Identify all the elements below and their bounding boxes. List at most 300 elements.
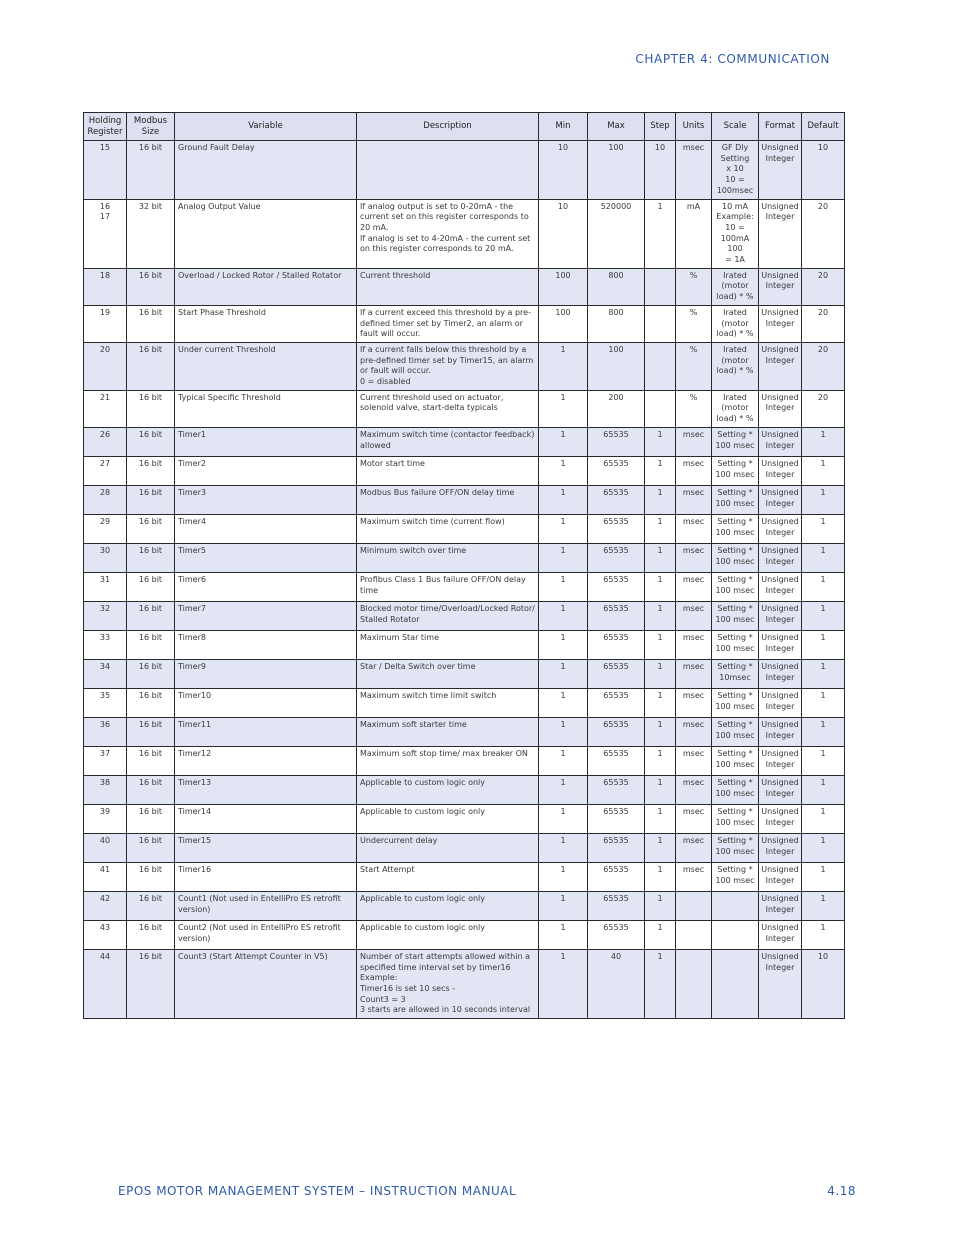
cell-format: Unsigned Integer (759, 804, 802, 833)
manual-title: EPOS MOTOR MANAGEMENT SYSTEM – INSTRUCTION MANUAL (118, 1184, 517, 1198)
cell-holding-register: 35 (84, 688, 127, 717)
page-number: 4.18 (827, 1184, 856, 1198)
cell-variable: Timer10 (175, 688, 357, 717)
cell-holding-register: 21 (84, 390, 127, 427)
cell-step: 1 (645, 688, 676, 717)
cell-modbus-size: 16 bit (127, 456, 175, 485)
cell-min: 1 (539, 659, 588, 688)
cell-format: Unsigned Integer (759, 514, 802, 543)
cell-format: Unsigned Integer (759, 949, 802, 1018)
cell-modbus-size: 16 bit (127, 920, 175, 949)
cell-default: 1 (802, 456, 845, 485)
cell-format: Unsigned Integer (759, 920, 802, 949)
cell-units: msec (676, 572, 712, 601)
cell-scale: Setting * 100 msec (712, 775, 759, 804)
cell-scale: Irated (motor load) * % (712, 305, 759, 342)
table-row (84, 427, 845, 456)
cell-format: Unsigned Integer (759, 891, 802, 920)
cell-modbus-size: 16 bit (127, 601, 175, 630)
cell-min: 1 (539, 949, 588, 1018)
cell-modbus-size: 16 bit (127, 485, 175, 514)
cell-step: 1 (645, 659, 676, 688)
cell-variable: Timer16 (175, 862, 357, 891)
cell-format: Unsigned Integer (759, 630, 802, 659)
cell-min: 100 (539, 268, 588, 305)
cell-variable: Count2 (Not used in EntelliPro ES retrofit version) (175, 920, 357, 949)
cell-holding-register: 34 (84, 659, 127, 688)
table-row (84, 305, 845, 342)
cell-max: 800 (588, 268, 645, 305)
cell-holding-register: 39 (84, 804, 127, 833)
cell-variable: Timer12 (175, 746, 357, 775)
cell-step: 1 (645, 949, 676, 1018)
cell-format: Unsigned Integer (759, 390, 802, 427)
cell-description: Current threshold (357, 268, 539, 305)
cell-holding-register: 18 (84, 268, 127, 305)
cell-default: 20 (802, 199, 845, 268)
cell-modbus-size: 16 bit (127, 862, 175, 891)
cell-scale: Setting * 100 msec (712, 862, 759, 891)
cell-holding-register: 33 (84, 630, 127, 659)
cell-modbus-size: 16 bit (127, 427, 175, 456)
cell-units (676, 949, 712, 1018)
cell-max: 65535 (588, 833, 645, 862)
cell-default: 1 (802, 717, 845, 746)
cell-step: 1 (645, 485, 676, 514)
cell-max: 65535 (588, 630, 645, 659)
cell-default: 1 (802, 427, 845, 456)
header-holding-register: Holding Register (84, 113, 127, 141)
cell-max: 520000 (588, 199, 645, 268)
cell-default: 10 (802, 949, 845, 1018)
cell-default: 1 (802, 630, 845, 659)
cell-holding-register: 36 (84, 717, 127, 746)
cell-format: Unsigned Integer (759, 456, 802, 485)
cell-max: 65535 (588, 601, 645, 630)
cell-holding-register: 29 (84, 514, 127, 543)
cell-units: msec (676, 717, 712, 746)
cell-scale: Setting * 100 msec (712, 543, 759, 572)
header-step: Step (645, 113, 676, 141)
cell-format: Unsigned Integer (759, 342, 802, 390)
cell-units: msec (676, 543, 712, 572)
cell-description: If a current exceed this threshold by a pre-defined timer set by Timer2, an alarm or fault will occur. (357, 305, 539, 342)
cell-scale: Setting * 100 msec (712, 717, 759, 746)
cell-format: Unsigned Integer (759, 427, 802, 456)
cell-step: 1 (645, 804, 676, 833)
cell-default: 1 (802, 485, 845, 514)
cell-variable: Analog Output Value (175, 199, 357, 268)
cell-holding-register: 30 (84, 543, 127, 572)
cell-min: 1 (539, 891, 588, 920)
table-body (84, 141, 845, 1019)
cell-description: Current threshold used on actuator, solenoid valve, start-delta typicals (357, 390, 539, 427)
cell-modbus-size: 16 bit (127, 775, 175, 804)
cell-default: 1 (802, 601, 845, 630)
cell-modbus-size: 16 bit (127, 688, 175, 717)
cell-scale: Setting * 100 msec (712, 746, 759, 775)
cell-variable: Timer7 (175, 601, 357, 630)
table-row (84, 572, 845, 601)
cell-min: 1 (539, 804, 588, 833)
cell-step (645, 268, 676, 305)
cell-variable: Timer11 (175, 717, 357, 746)
cell-min: 1 (539, 862, 588, 891)
cell-max: 65535 (588, 804, 645, 833)
table-row (84, 630, 845, 659)
cell-max: 65535 (588, 891, 645, 920)
cell-min: 1 (539, 514, 588, 543)
cell-variable: Timer14 (175, 804, 357, 833)
cell-format: Unsigned Integer (759, 717, 802, 746)
cell-description: If analog output is set to 0-20mA - the current set on this register corresponds to 20 mA. If analog is set to 4-20mA - the current set on this register corresponds to 20 mA. (357, 199, 539, 268)
cell-variable: Count1 (Not used in EntelliPro ES retrofit version) (175, 891, 357, 920)
cell-min: 1 (539, 485, 588, 514)
cell-min: 1 (539, 920, 588, 949)
cell-format: Unsigned Integer (759, 268, 802, 305)
cell-max: 40 (588, 949, 645, 1018)
cell-step: 1 (645, 427, 676, 456)
cell-default: 1 (802, 804, 845, 833)
cell-description: Applicable to custom logic only (357, 775, 539, 804)
table-row (84, 659, 845, 688)
cell-units: msec (676, 427, 712, 456)
cell-max: 100 (588, 141, 645, 200)
cell-description: Profibus Class 1 Bus failure OFF/ON delay time (357, 572, 539, 601)
cell-format: Unsigned Integer (759, 485, 802, 514)
cell-scale: Setting * 100 msec (712, 456, 759, 485)
modbus-register-table (83, 112, 845, 1019)
cell-description: Maximum soft starter time (357, 717, 539, 746)
cell-units: mA (676, 199, 712, 268)
cell-variable: Timer13 (175, 775, 357, 804)
cell-holding-register: 41 (84, 862, 127, 891)
cell-scale: Setting * 100 msec (712, 804, 759, 833)
cell-modbus-size: 16 bit (127, 833, 175, 862)
table-row (84, 199, 845, 268)
cell-step: 1 (645, 601, 676, 630)
cell-max: 65535 (588, 485, 645, 514)
cell-description: Applicable to custom logic only (357, 804, 539, 833)
cell-units: msec (676, 775, 712, 804)
cell-units: msec (676, 485, 712, 514)
cell-min: 1 (539, 427, 588, 456)
cell-min: 1 (539, 572, 588, 601)
cell-step: 1 (645, 775, 676, 804)
cell-variable: Start Phase Threshold (175, 305, 357, 342)
cell-holding-register: 27 (84, 456, 127, 485)
cell-description: Undercurrent delay (357, 833, 539, 862)
cell-description: Maximum soft stop time/ max breaker ON (357, 746, 539, 775)
cell-holding-register: 37 (84, 746, 127, 775)
cell-holding-register: 40 (84, 833, 127, 862)
header-description: Description (357, 113, 539, 141)
header-max: Max (588, 113, 645, 141)
cell-holding-register: 42 (84, 891, 127, 920)
cell-format: Unsigned Integer (759, 688, 802, 717)
cell-scale (712, 949, 759, 1018)
cell-units: % (676, 342, 712, 390)
cell-scale: Setting * 100 msec (712, 630, 759, 659)
cell-modbus-size: 16 bit (127, 390, 175, 427)
table-row (84, 717, 845, 746)
cell-scale: Setting * 100 msec (712, 572, 759, 601)
cell-min: 10 (539, 141, 588, 200)
cell-variable: Ground Fault Delay (175, 141, 357, 200)
header-min: Min (539, 113, 588, 141)
cell-max: 65535 (588, 717, 645, 746)
cell-holding-register: 32 (84, 601, 127, 630)
cell-min: 1 (539, 342, 588, 390)
cell-min: 1 (539, 775, 588, 804)
cell-modbus-size: 16 bit (127, 141, 175, 200)
cell-default: 10 (802, 141, 845, 200)
cell-step: 1 (645, 862, 676, 891)
cell-step: 1 (645, 746, 676, 775)
cell-default: 1 (802, 659, 845, 688)
table-row (84, 268, 845, 305)
cell-format: Unsigned Integer (759, 572, 802, 601)
cell-step: 1 (645, 630, 676, 659)
cell-variable: Timer1 (175, 427, 357, 456)
cell-scale (712, 891, 759, 920)
cell-holding-register: 16 17 (84, 199, 127, 268)
cell-modbus-size: 16 bit (127, 342, 175, 390)
cell-default: 1 (802, 572, 845, 601)
cell-default: 20 (802, 390, 845, 427)
table-row (84, 601, 845, 630)
cell-step: 1 (645, 717, 676, 746)
cell-description: Applicable to custom logic only (357, 920, 539, 949)
cell-format: Unsigned Integer (759, 775, 802, 804)
cell-default: 1 (802, 862, 845, 891)
cell-description: Modbus Bus failure OFF/ON delay time (357, 485, 539, 514)
cell-variable: Timer6 (175, 572, 357, 601)
cell-step: 1 (645, 456, 676, 485)
cell-description: Maximum switch time (current flow) (357, 514, 539, 543)
cell-step: 1 (645, 833, 676, 862)
cell-step (645, 390, 676, 427)
cell-units: msec (676, 688, 712, 717)
table-row (84, 862, 845, 891)
cell-modbus-size: 16 bit (127, 746, 175, 775)
table-row (84, 804, 845, 833)
cell-step: 1 (645, 543, 676, 572)
cell-max: 200 (588, 390, 645, 427)
cell-units: msec (676, 659, 712, 688)
cell-description: Applicable to custom logic only (357, 891, 539, 920)
cell-max: 65535 (588, 659, 645, 688)
header-default: Default (802, 113, 845, 141)
cell-variable: Typical Specific Threshold (175, 390, 357, 427)
cell-scale: Irated (motor load) * % (712, 390, 759, 427)
header-units: Units (676, 113, 712, 141)
cell-min: 100 (539, 305, 588, 342)
cell-default: 20 (802, 305, 845, 342)
cell-max: 65535 (588, 427, 645, 456)
cell-default: 1 (802, 891, 845, 920)
cell-step: 1 (645, 514, 676, 543)
cell-modbus-size: 16 bit (127, 268, 175, 305)
cell-description (357, 141, 539, 200)
cell-min: 1 (539, 688, 588, 717)
cell-step: 10 (645, 141, 676, 200)
header-scale: Scale (712, 113, 759, 141)
cell-format: Unsigned Integer (759, 659, 802, 688)
cell-modbus-size: 32 bit (127, 199, 175, 268)
cell-default: 1 (802, 688, 845, 717)
cell-scale: Irated (motor load) * % (712, 342, 759, 390)
cell-description: Start Attempt (357, 862, 539, 891)
cell-variable: Under current Threshold (175, 342, 357, 390)
cell-default: 1 (802, 833, 845, 862)
cell-description: If a current falls below this threshold by a pre-defined timer set by Timer15, an alarm or fault will occur. 0 = disabled (357, 342, 539, 390)
cell-modbus-size: 16 bit (127, 659, 175, 688)
cell-description: Maximum Star time (357, 630, 539, 659)
cell-step: 1 (645, 920, 676, 949)
cell-variable: Timer5 (175, 543, 357, 572)
table-header-row (84, 113, 845, 141)
table-row (84, 949, 845, 1018)
cell-variable: Count3 (Start Attempt Counter in V5) (175, 949, 357, 1018)
cell-default: 20 (802, 268, 845, 305)
cell-variable: Overload / Locked Rotor / Stalled Rotator (175, 268, 357, 305)
table-row (84, 485, 845, 514)
table-row (84, 746, 845, 775)
cell-units: msec (676, 746, 712, 775)
cell-min: 1 (539, 390, 588, 427)
cell-format: Unsigned Integer (759, 199, 802, 268)
table-row (84, 775, 845, 804)
cell-units: msec (676, 456, 712, 485)
cell-description: Maximum switch time limit switch (357, 688, 539, 717)
cell-scale: GF Dly Setting x 10 10 = 100msec (712, 141, 759, 200)
cell-default: 1 (802, 514, 845, 543)
cell-max: 65535 (588, 514, 645, 543)
cell-modbus-size: 16 bit (127, 891, 175, 920)
cell-format: Unsigned Integer (759, 305, 802, 342)
cell-min: 1 (539, 717, 588, 746)
cell-variable: Timer8 (175, 630, 357, 659)
table-row (84, 833, 845, 862)
cell-scale: 10 mA Example: 10 = 100mA 100 = 1A (712, 199, 759, 268)
table-row (84, 688, 845, 717)
table-row (84, 920, 845, 949)
cell-holding-register: 19 (84, 305, 127, 342)
cell-description: Motor start time (357, 456, 539, 485)
table-row (84, 342, 845, 390)
cell-max: 65535 (588, 572, 645, 601)
cell-modbus-size: 16 bit (127, 630, 175, 659)
cell-variable: Timer3 (175, 485, 357, 514)
table-row (84, 141, 845, 200)
cell-step: 1 (645, 891, 676, 920)
cell-holding-register: 43 (84, 920, 127, 949)
cell-modbus-size: 16 bit (127, 804, 175, 833)
cell-format: Unsigned Integer (759, 601, 802, 630)
table-row (84, 390, 845, 427)
cell-holding-register: 28 (84, 485, 127, 514)
header-modbus-size: Modbus Size (127, 113, 175, 141)
cell-units: msec (676, 804, 712, 833)
cell-description: Maximum switch time (contactor feedback) allowed (357, 427, 539, 456)
chapter-heading: CHAPTER 4: COMMUNICATION (635, 52, 830, 66)
cell-variable: Timer4 (175, 514, 357, 543)
cell-description: Minimum switch over time (357, 543, 539, 572)
header-format: Format (759, 113, 802, 141)
cell-format: Unsigned Integer (759, 746, 802, 775)
table-row (84, 543, 845, 572)
cell-units (676, 891, 712, 920)
cell-units: msec (676, 833, 712, 862)
cell-holding-register: 20 (84, 342, 127, 390)
cell-format: Unsigned Integer (759, 833, 802, 862)
cell-step (645, 342, 676, 390)
cell-min: 10 (539, 199, 588, 268)
cell-default: 1 (802, 775, 845, 804)
cell-min: 1 (539, 746, 588, 775)
cell-step: 1 (645, 572, 676, 601)
cell-units: % (676, 305, 712, 342)
cell-units: msec (676, 630, 712, 659)
cell-default: 20 (802, 342, 845, 390)
cell-units: % (676, 390, 712, 427)
cell-max: 65535 (588, 543, 645, 572)
cell-modbus-size: 16 bit (127, 305, 175, 342)
cell-step (645, 305, 676, 342)
cell-description: Star / Delta Switch over time (357, 659, 539, 688)
cell-min: 1 (539, 543, 588, 572)
cell-max: 100 (588, 342, 645, 390)
cell-units: msec (676, 601, 712, 630)
cell-holding-register: 15 (84, 141, 127, 200)
table-row (84, 891, 845, 920)
cell-scale: Setting * 100 msec (712, 601, 759, 630)
cell-modbus-size: 16 bit (127, 717, 175, 746)
cell-units: % (676, 268, 712, 305)
cell-max: 800 (588, 305, 645, 342)
cell-scale: Setting * 100 msec (712, 485, 759, 514)
cell-holding-register: 31 (84, 572, 127, 601)
cell-variable: Timer9 (175, 659, 357, 688)
cell-default: 1 (802, 746, 845, 775)
cell-default: 1 (802, 543, 845, 572)
cell-modbus-size: 16 bit (127, 514, 175, 543)
cell-units: msec (676, 141, 712, 200)
header-variable: Variable (175, 113, 357, 141)
cell-max: 65535 (588, 688, 645, 717)
cell-format: Unsigned Integer (759, 141, 802, 200)
cell-max: 65535 (588, 920, 645, 949)
cell-holding-register: 44 (84, 949, 127, 1018)
table-row (84, 456, 845, 485)
cell-min: 1 (539, 601, 588, 630)
cell-format: Unsigned Integer (759, 543, 802, 572)
cell-description: Blocked motor time/Overload/Locked Rotor/ Stalled Rotator (357, 601, 539, 630)
cell-scale: Setting * 10msec (712, 659, 759, 688)
cell-scale: Setting * 100 msec (712, 427, 759, 456)
cell-min: 1 (539, 456, 588, 485)
cell-units: msec (676, 514, 712, 543)
cell-units: msec (676, 862, 712, 891)
cell-min: 1 (539, 630, 588, 659)
cell-modbus-size: 16 bit (127, 572, 175, 601)
cell-scale (712, 920, 759, 949)
cell-modbus-size: 16 bit (127, 949, 175, 1018)
cell-scale: Irated (motor load) * % (712, 268, 759, 305)
cell-format: Unsigned Integer (759, 862, 802, 891)
cell-variable: Timer2 (175, 456, 357, 485)
